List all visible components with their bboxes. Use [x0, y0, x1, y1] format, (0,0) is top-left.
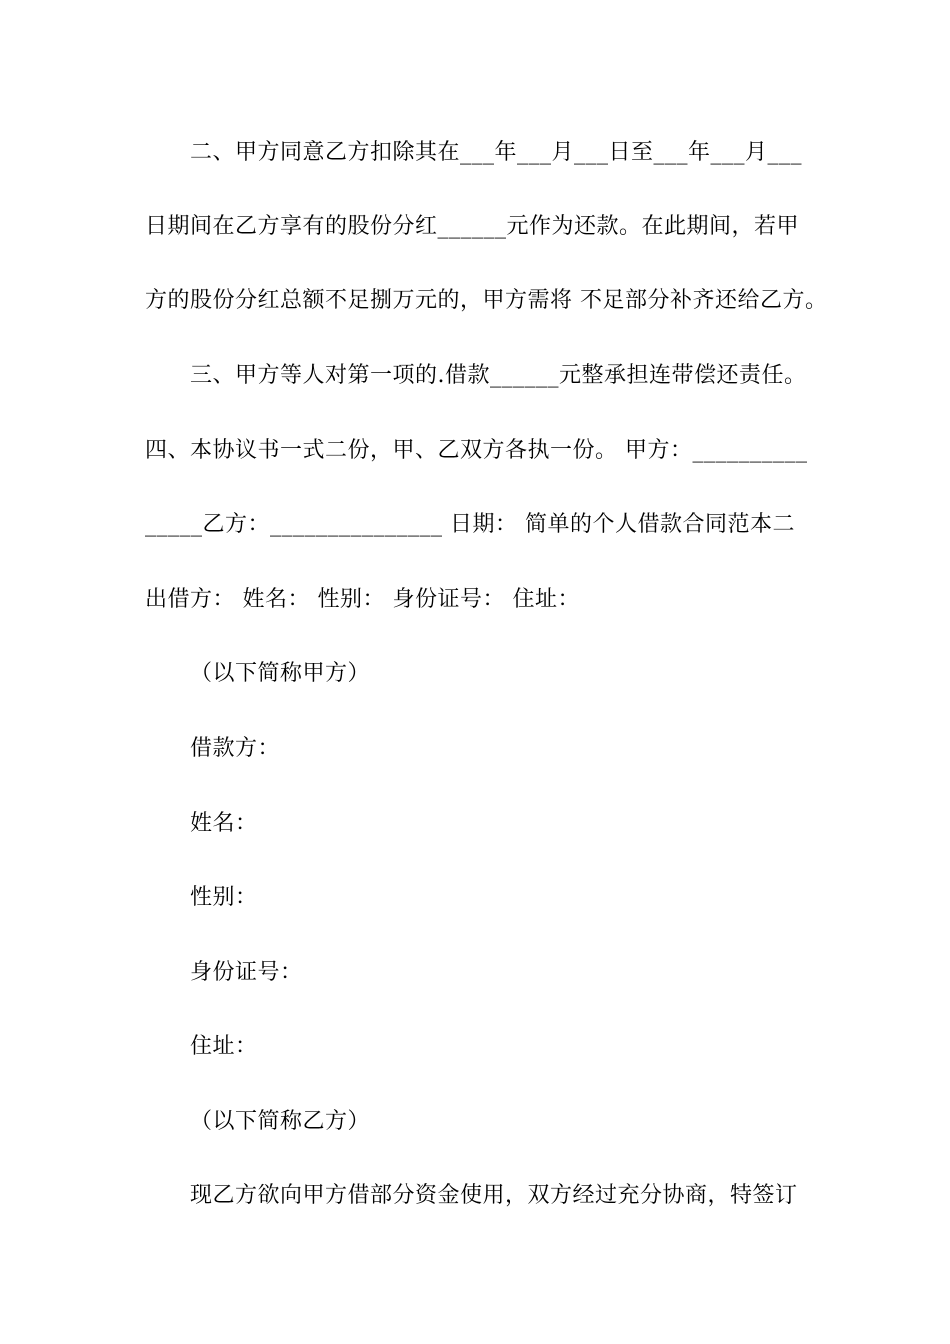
borrower-gender-field: 性别： [190, 885, 258, 910]
lender-info: 出借方： 姓名： 性别： 身份证号： 住址： [145, 587, 580, 612]
clause-2-line-2: 日期间在乙方享有的股份分红______元作为还款。在此期间，若甲 [145, 214, 800, 239]
borrower-heading: 借款方： [190, 736, 281, 761]
lender-alias: （以下简称甲方） [190, 661, 371, 686]
clause-2-line-3: 方的股份分红总额不足捌万元的，甲方需将 不足部分补齐还给乙方。 [145, 288, 828, 313]
clause-4-line-1: 四、本协议书一式二份，甲、乙双方各执一份。 甲方：__________ [145, 438, 808, 463]
contract-preamble: 现乙方欲向甲方借部分资金使用，双方经过充分协商，特签订 [190, 1183, 798, 1208]
borrower-alias: （以下简称乙方） [190, 1109, 371, 1134]
clause-3: 三、甲方等人对第一项的.借款______元整承担连带偿还责任。 [190, 363, 807, 388]
clause-2-line-1: 二、甲方同意乙方扣除其在___年___月___日至___年___月___ [190, 140, 803, 165]
borrower-name-field: 姓名： [190, 811, 258, 836]
borrower-id-field: 身份证号： [190, 960, 303, 985]
borrower-address-field: 住址： [190, 1034, 258, 1059]
clause-4-line-2: _____乙方：_______________ 日期： 简单的个人借款合同范本二 [145, 512, 795, 537]
